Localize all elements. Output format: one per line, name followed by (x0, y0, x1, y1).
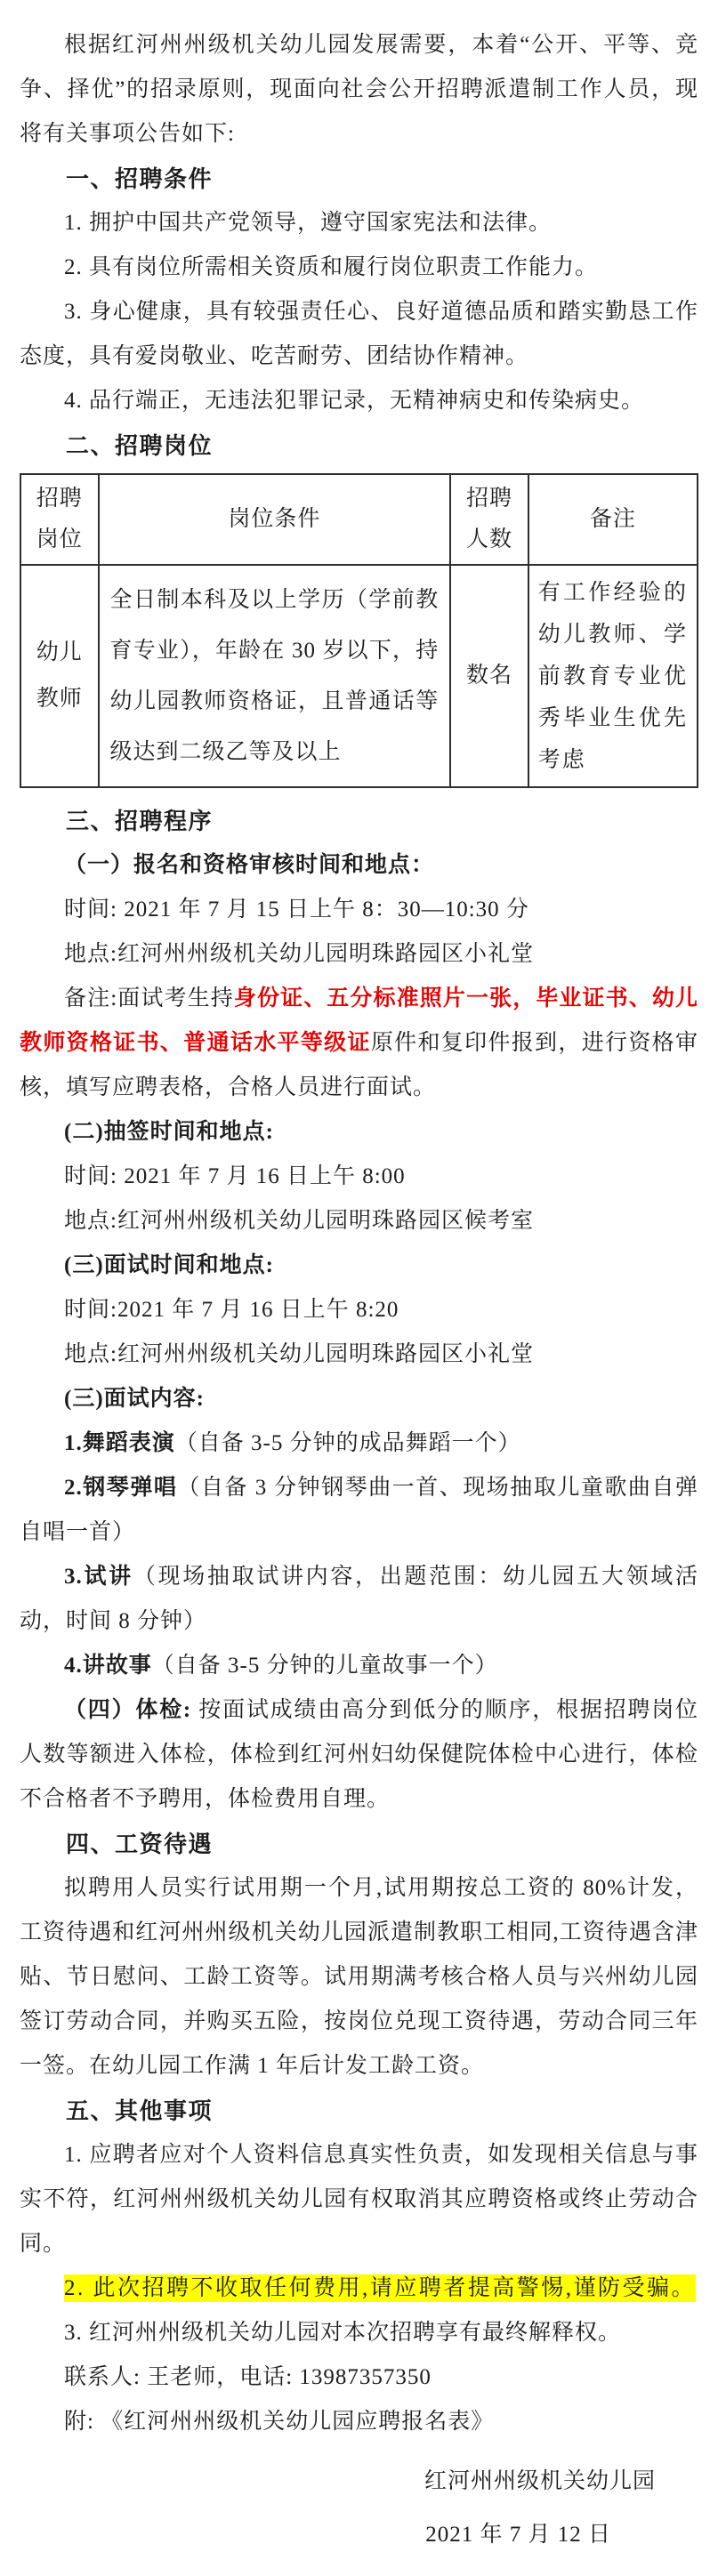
condition-item-2: 2. 具有岗位所需相关资质和履行岗位职责工作能力。 (64, 255, 599, 279)
sub3-place: 地点:红河州州级机关幼儿园明珠路园区小礼堂 (64, 1342, 534, 1366)
interview-item-dance-label: 1.舞蹈表演 (64, 1431, 175, 1455)
table-cell-note: 有工作经验的幼儿教师、学前教育专业优秀毕业生优先考虑 (528, 565, 698, 787)
physical-exam-text: 按面试成绩由高分到低分的顺序，根据招聘岗位人数等额进入体检，体检到红河州妇幼保健院体检中心进行，体检不合格者不予聘用，体检费用自理。 (20, 1698, 698, 1811)
sub4-heading: (三)面试内容: (64, 1387, 205, 1411)
attachment-line: 附: 《红河州州级机关幼儿园应聘报名表》 (64, 2410, 495, 2434)
sub1-place: 地点:红河州州级机关幼儿园明珠路园区小礼堂 (64, 942, 534, 966)
table-cell-requirements: 全日制本科及以上学历（学前教育专业），年龄在 30 岁以下，持幼儿园教师资格证，且普通话等级达到二级乙等及以上 (99, 565, 451, 787)
table-header-row (20, 474, 698, 565)
sub2-place: 地点:红河州州级机关幼儿园明珠路园区候考室 (64, 1209, 534, 1233)
physical-exam-paragraph (20, 1688, 698, 1822)
interview-item-dance-text: （自备 3-5 分钟的成品舞蹈一个） (174, 1431, 521, 1455)
table-cell-position: 幼儿教师 (20, 565, 99, 787)
interview-item-lecture-label: 3.试讲 (64, 1565, 133, 1589)
interview-item-story-text: （自备 3-5 分钟的儿童故事一个） (151, 1654, 498, 1678)
sub1-note-suffix: 原件和复印件报到，进行资格审核，填写应聘表格，合格人员进行面试。 (20, 1031, 698, 1099)
anti-fraud-highlight: 2. 此次招聘不收取任何费用,请应聘者提高警惕,谨防受骗。 (64, 2276, 697, 2300)
table-header-requirements: 岗位条件 (99, 474, 451, 565)
section5-heading: 五、其他事项 (66, 2097, 214, 2124)
sub3-time: 时间:2021 年 7 月 16 日上午 8:20 (64, 1298, 399, 1322)
sub1-note-prefix: 备注:面试考生持 (64, 986, 234, 1010)
interview-item-dance (20, 1421, 698, 1466)
sub2-time: 时间: 2021 年 7 月 16 日上午 8:00 (64, 1164, 406, 1188)
interview-item-piano-label: 2.钢琴弹唱 (64, 1476, 178, 1500)
section1-heading: 一、招聘条件 (66, 165, 214, 192)
signature-block (20, 2455, 698, 2562)
sub2-heading: (二)抽签时间和地点: (64, 1120, 274, 1144)
table-header-count: 招聘人数 (450, 474, 528, 565)
table-row (20, 565, 698, 787)
salary-paragraph: 拟聘用人员实行试用期一个月,试用期按总工资的 80%计发，工资待遇和红河州州级机关幼儿园派遣制教职工相同,工资待遇含津贴、节日慰问、工龄工资等。试用期满考核合格人员与兴州幼儿园签订劳动合同，并购买五险，按岗位兑现工资待遇，劳动合同三年一签。在幼儿园工作满 1 年后计发工龄工资。 (20, 1876, 698, 2078)
interview-item-lecture (20, 1555, 698, 1644)
section2-heading: 二、招聘岗位 (66, 432, 214, 459)
condition-item-1: 1. 拥护中国共产党领导，遵守国家宪法和法律。 (64, 211, 553, 235)
condition-item-3: 3. 身心健康，具有较强责任心、良好道德品质和踏实勤恳工作态度，具有爱岗敬业、吃苦耐劳、团结协作精神。 (20, 300, 698, 368)
condition-item-4: 4. 品行端正，无违法犯罪记录，无精神病史和传染病史。 (64, 389, 645, 413)
table-cell-count: 数名 (450, 565, 528, 787)
signature-organization: 红河州州级机关幼儿园 (424, 2469, 656, 2493)
other-item-3: 3. 红河州州级机关幼儿园对本次招聘享有最终解释权。 (64, 2321, 622, 2345)
other-item-2-highlighted (20, 2266, 698, 2311)
interview-item-story (20, 1644, 698, 1688)
section3-heading: 三、招聘程序 (66, 808, 214, 834)
physical-exam-label: （四）体检: (64, 1698, 199, 1722)
signature-date: 2021 年 7 月 12 日 (425, 2523, 611, 2547)
table-header-position: 招聘岗位 (20, 474, 99, 565)
recruit-table (20, 473, 698, 788)
interview-item-story-label: 4.讲故事 (64, 1654, 152, 1678)
other-item-1: 1. 应聘者应对个人资料信息真实性负责，如发现相关信息与事实不符，红河州州级机关幼儿园有权取消其应聘资格或终止劳动合同。 (20, 2143, 698, 2256)
table-header-note: 备注 (528, 474, 698, 565)
sub3-heading: (三)面试时间和地点: (64, 1253, 274, 1277)
sub1-note (20, 977, 698, 1110)
intro-paragraph: 根据红河州州级机关幼儿园发展需要，本着“公开、平等、竞争、择优”的招录原则，现面向社会公开招聘派遣制工作人员，现将有关事项公告如下: (20, 33, 698, 146)
contact-line: 联系人: 王老师，电话: 13987357350 (64, 2365, 432, 2389)
interview-item-lecture-text: （现场抽取试讲内容，出题范围：幼儿园五大领域活动，时间 8 分钟） (20, 1565, 698, 1633)
sub1-time: 时间: 2021 年 7 月 15 日上午 8：30—10:30 分 (64, 898, 529, 922)
interview-item-piano (20, 1466, 698, 1555)
interview-item-piano-text: （自备 3 分钟钢琴曲一首、现场抽取儿童歌曲自弹自唱一首） (20, 1476, 698, 1544)
section4-heading: 四、工资待遇 (66, 1831, 214, 1857)
sub1-note-required-documents: 身份证、五分标准照片一张，毕业证书、幼儿教师资格证书、普通话水平等级证 (20, 986, 698, 1055)
sub1-heading: （一）报名和资格审核时间和地点： (64, 853, 435, 877)
